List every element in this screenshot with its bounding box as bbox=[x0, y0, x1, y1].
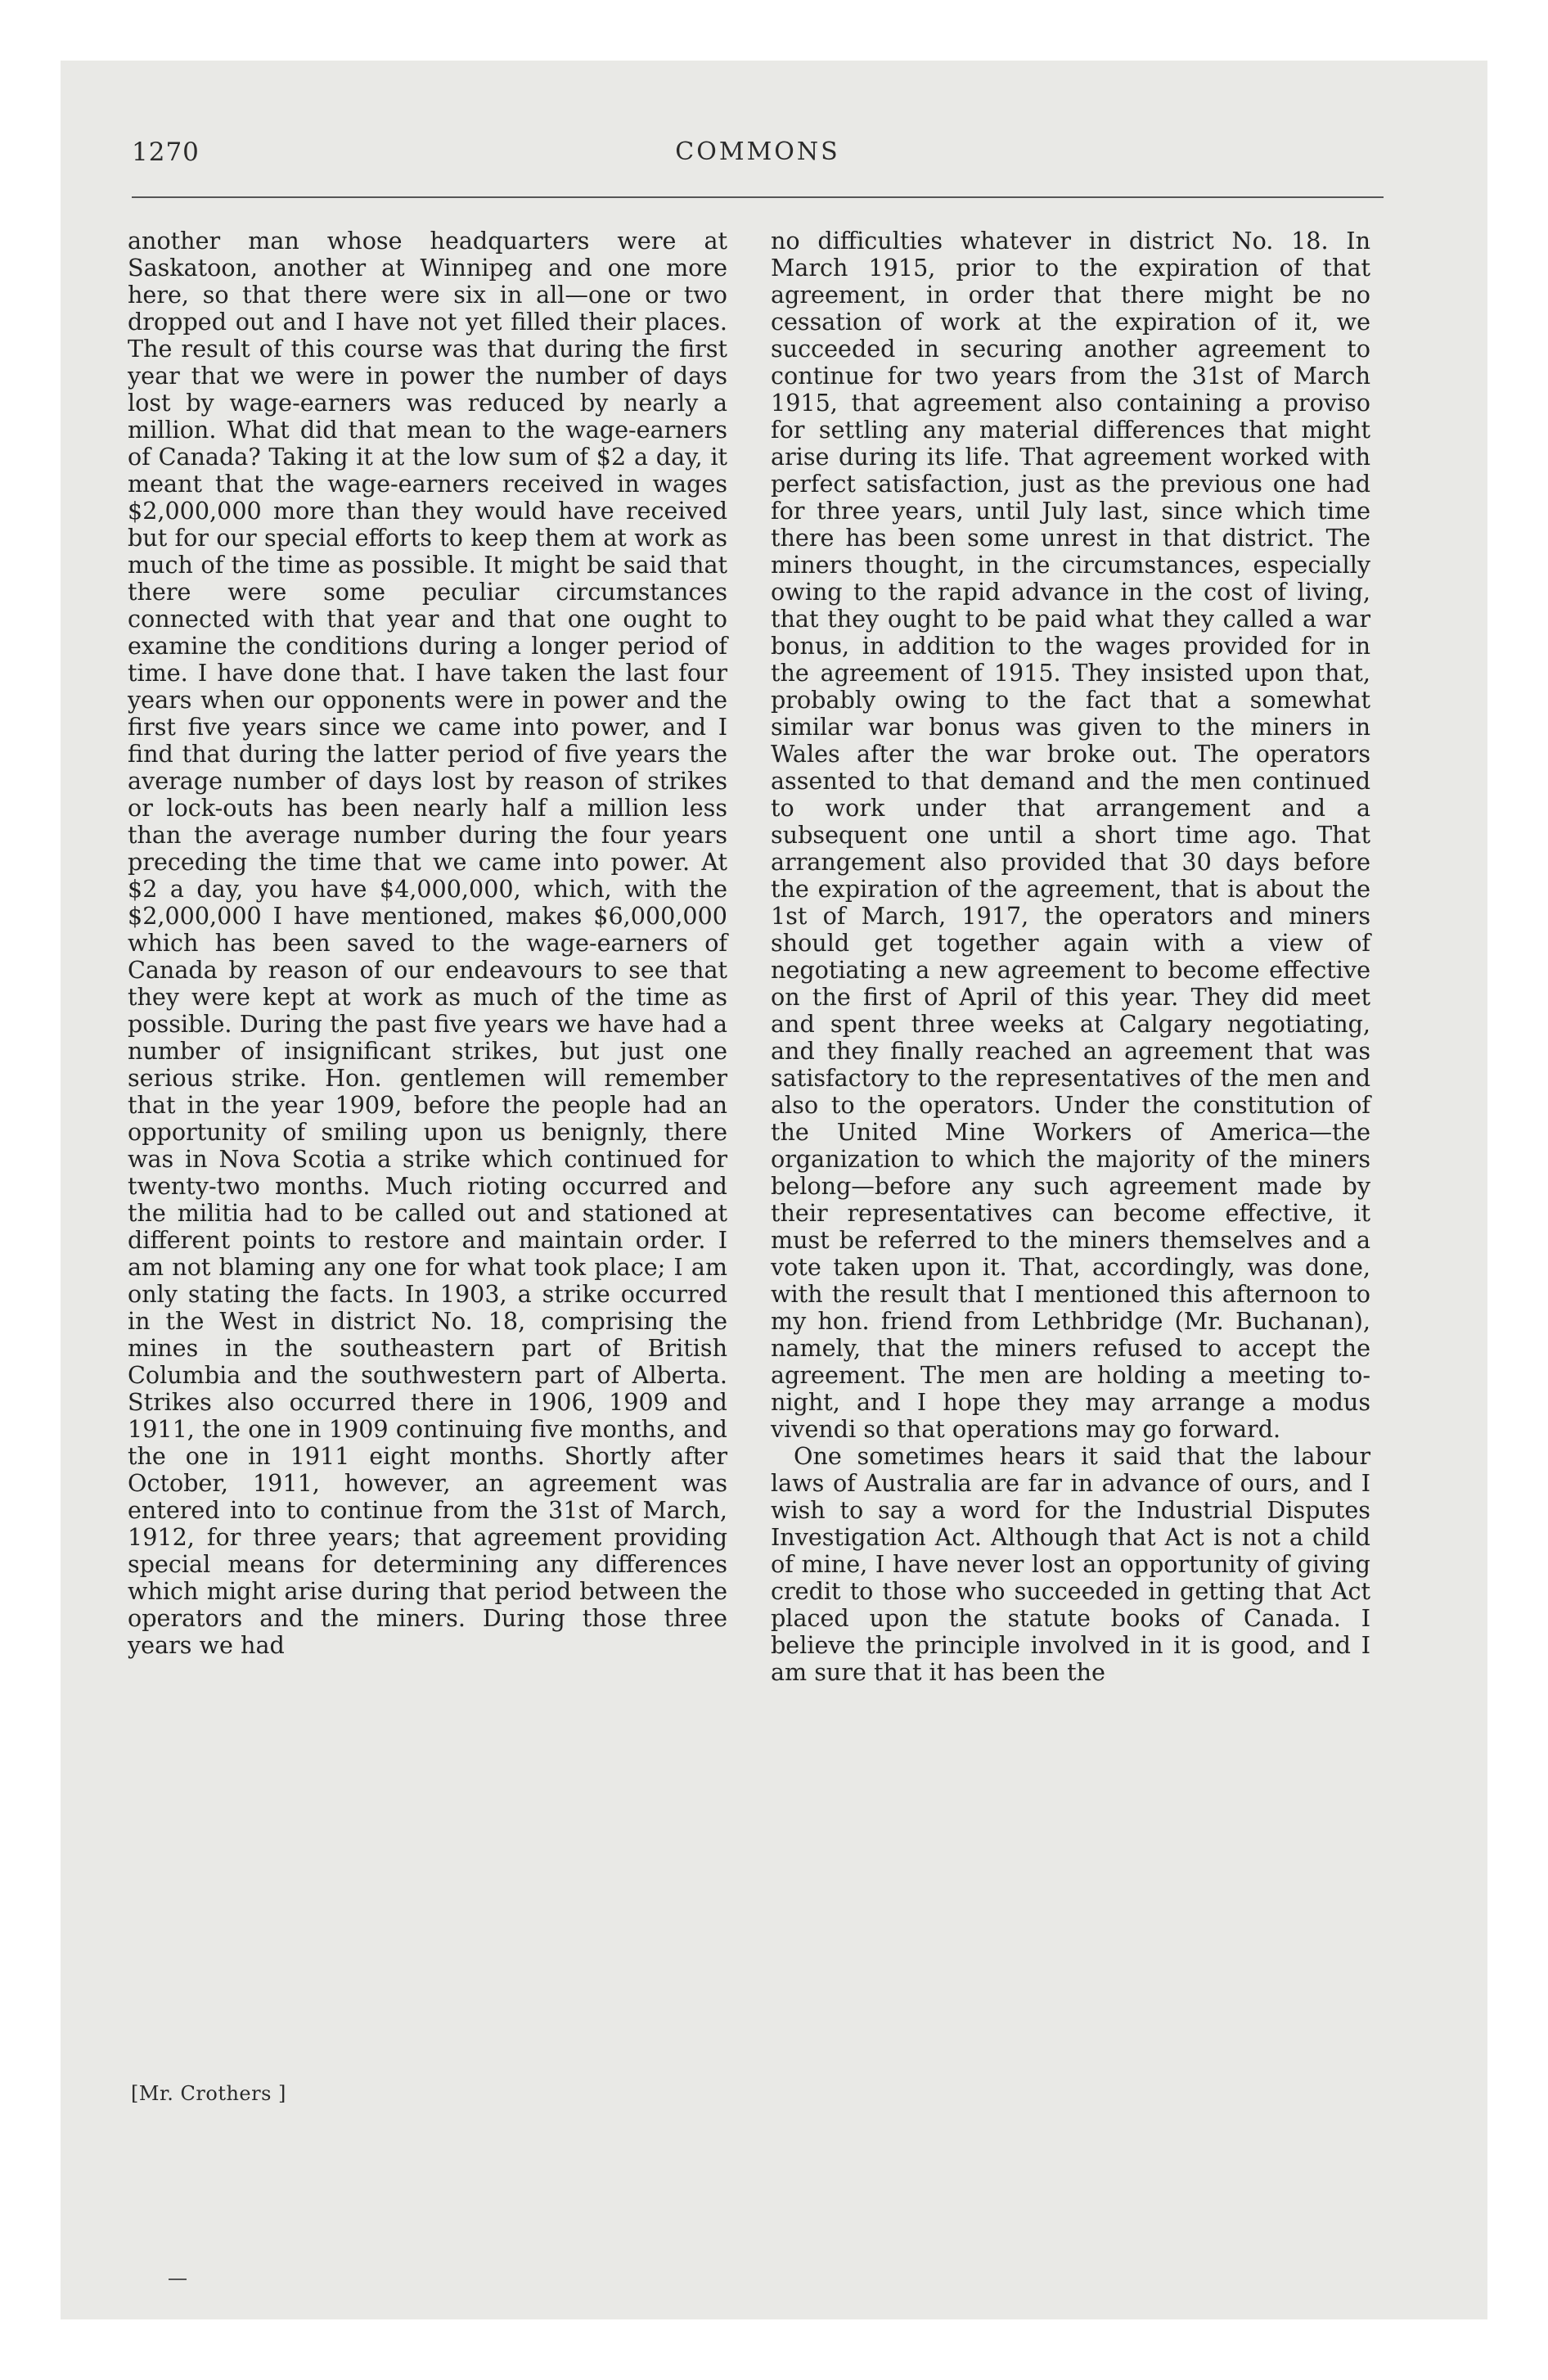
page-header bbox=[132, 137, 1384, 174]
right-column bbox=[771, 228, 1370, 1686]
bottom-dash bbox=[169, 2279, 187, 2280]
left-paragraph-1: another man whose headquarters were at Saskatoon, another at Winnipeg and one more here, so that there were six in all—one or two dropped out and I have not yet filled their places. The result of this course was that during the first year that we were in power the number of days lost by wage-earners was reduced by nearly a million. What did that mean to the wage-earners of Canada? Taking it at the low sum of $2 a day, it meant that the wage-earners received in wages $2,000,000 more than they would have received but for our special efforts to keep them at work as much of the time as possible. It might be said that there were some peculiar circumstances connected with that year and that one ought to examine the conditions during a longer period of time. I have done that. I have taken the last four years when our opponents were in power and the first five years since we came into power, and I find that during the latter period of five years the average number of days lost by reason of strikes or lock-outs has been nearly half a million less than the average number during the four years preceding the time that we came into power. At $2 a day, you have $4,000,000, which, with the $2,000,000 I have mentioned, makes $6,000,000 which has been saved to the wage-earners of Canada by reason of our endeavours to see that they were kept at work as much of the time as possible. During the past five years we have had a number of insignificant strikes, but just one serious strike. Hon. gentlemen will remember that in the year 1909, before the people had an opportunity of smiling upon us benignly, there was in Nova Scotia a strike which continued for twenty-two months. Much rioting occurred and the militia had to be called out and stationed at different points to restore and maintain order. I am not blaming any one for what took place; I am only stating the facts. In 1903, a strike occurred in the West in district No. 18, comprising the mines in the southeastern part of British Columbia and the southwestern part of Alberta. Strikes also occurred there in 1906, 1909 and 1911, the one in 1909 continuing five months, and the one in 1911 eight months. Shortly after October, 1911, however, an agreement was entered into to continue from the 31st of March, 1912, for three years; that agreement providing special means for determining any differences which might arise during that period between the operators and the miners. During those three years we had bbox=[128, 227, 727, 1659]
right-paragraph-2: One sometimes hears it said that the labour laws of Australia are far in advance of ours, and I wish to say a word for the Industrial Disputes Investigation Act. Although that Act is not a child of mine, I have never lost an opportunity of giving credit to those who succeeded in getting that Act placed upon the statute books of Canada. I believe the principle involved in it is good, and I am sure that it has been the bbox=[771, 1442, 1370, 1686]
page-number: 1270 bbox=[132, 137, 200, 167]
running-head: COMMONS bbox=[675, 137, 840, 166]
left-column bbox=[128, 228, 727, 1659]
header-rule bbox=[132, 196, 1384, 198]
right-paragraph-1: no difficulties whatever in district No. 18. In March 1915, prior to the expiration of that agreement, in order that there might be no cessation of work at the expiration of it, we succeeded in securing another agreement to continue for two years from the 31st of March 1915, that agreement also containing a proviso for settling any material differences that might arise during its life. That agreement worked with perfect satisfaction, just as the previous one had for three years, until July last, since which time there has been some unrest in that district. The miners thought, in the circumstances, especially owing to the rapid advance in the cost of living, that they ought to be paid what they called a war bonus, in addition to the wages provided for in the agreement of 1915. They insisted upon that, probably owing to the fact that a somewhat similar war bonus was given to the miners in Wales after the war broke out. The operators assented to that demand and the men continued to work under that arrangement and a subsequent one until a short time ago. That arrangement also provided that 30 days before the expiration of the agreement, that is about the 1st of March, 1917, the operators and miners should get together again with a view of negotiating a new agreement to become effective on the first of April of this year. They did meet and spent three weeks at Calgary negotiating, and they finally reached an agreement that was satisfactory to the representatives of the men and also to the operators. Under the constitution of the United Mine Workers of America—the organization to which the majority of the miners belong—before any such agreement made by their representatives can become effective, it must be referred to the miners themselves and a vote taken upon it. That, accordingly, was done, with the result that I mentioned this afternoon to my hon. friend from Lethbridge (Mr. Buchanan), namely, that the miners refused to accept the agreement. The men are holding a meeting to-night, and I hope they may arrange a modus vivendi so that operations may go forward. bbox=[771, 227, 1370, 1443]
speaker-footer: [Mr. Crothers ] bbox=[131, 2082, 286, 2105]
